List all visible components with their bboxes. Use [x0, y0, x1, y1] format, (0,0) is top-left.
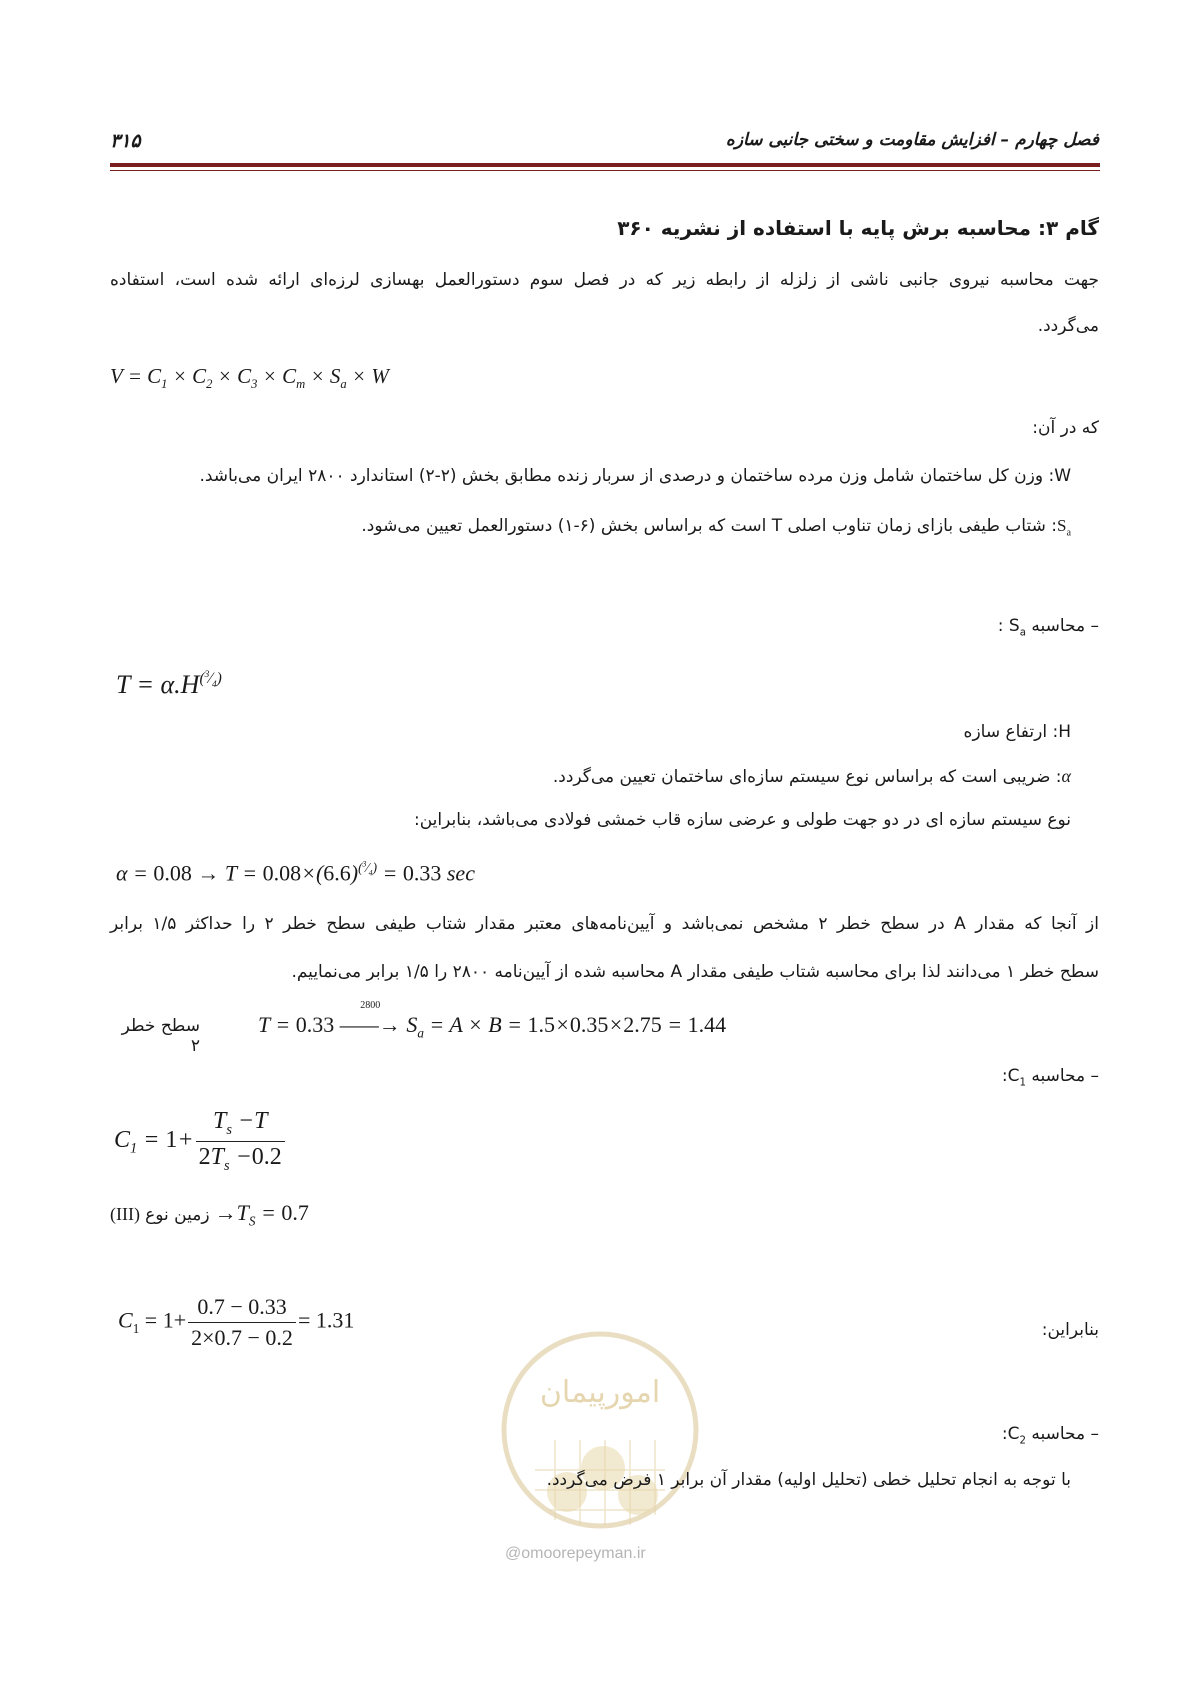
soil-type-line — [110, 1200, 309, 1229]
c2-text: با توجه به انجام تحلیل خطی (تحلیل اولیه) مقدار آن برابر ۱ فرض می‌گردد. — [546, 1470, 1071, 1490]
calc-sa-heading: – محاسبه $S_a$ : — [997, 616, 1099, 639]
watermark-site: @omoorepeyman.ir — [505, 1545, 646, 1562]
sa-symbol: $S_a$ — [1057, 516, 1071, 539]
hazard-paragraph-line-2: سطح خطر ۱ می‌دانند لذا برای محاسبه شتاب طیفی مقدار A محاسبه شده از آیین‌نامه ۲۸۰۰ را ۱/۵ برابر می‌نماییم. — [291, 962, 1099, 982]
calc-c2-heading: – محاسبه $C_2$: — [1001, 1424, 1099, 1447]
definition-w: W: وزن کل ساختمان شامل وزن مرده ساختمان و درصدی از سربار زنده مطابق بخش (۲-۲) استاندارد ۲۸۰۰ ایران می‌باشد. — [199, 466, 1071, 486]
base-shear-formula: $V = C_1 \times C_2 \times C_3 \times C_m \times S_a \times W$ — [110, 364, 389, 392]
spectral-acceleration-calculation: T = 0.33 2800 ——→ $S_a = A \times B = 1.5\times 0.35\times 2.75 = 1.44$ — [258, 1000, 727, 1041]
chapter-title: فصل چهارم – افزایش مقاومت و سختی جانبی سازه — [725, 130, 1099, 150]
watermark-logo — [495, 1320, 705, 1535]
hazard-paragraph-line-1: از آنجا که مقدار A در سطح خطر ۲ مشخص نمی‌باشد و آیین‌نامه‌های معتبر مقدار شتاب طیفی سطح خطر ۲ را حداکثر ۱/۵ برابر — [110, 914, 1099, 934]
alpha-symbol: α — [1061, 766, 1071, 786]
therefore-label: بنابراین: — [1041, 1320, 1099, 1340]
calc-c1-heading: – محاسبه $C_1$: — [1001, 1066, 1099, 1089]
c1-calculation: $C_1 = 1+$ $\frac{0.7 - 0.33}{2\times 0.7 - 0.2}$ = 1.31 — [118, 1294, 355, 1350]
definition-alpha: α: ضریبی است که براساس نوع سیستم سازه‌ای ساختمان تعیین می‌گردد. — [552, 766, 1071, 787]
where-label: که در آن: — [1032, 418, 1099, 438]
step-title: گام ۳: محاسبه برش پایه با استفاده از نشریه ۳۶۰ — [617, 216, 1099, 240]
soil-type-label: زمین نوع — [145, 1205, 210, 1225]
header-rule-thin — [110, 170, 1100, 171]
ts-value-expression: $\to T_S = 0.7$ — [214, 1200, 309, 1229]
period-formula: $T = \alpha.H^{(^3⁄_4)}$ — [116, 670, 222, 699]
definition-h: H: ارتفاع سازه — [963, 722, 1071, 742]
hazard-level-label: سطح خطر ۲ — [121, 1016, 200, 1056]
c1-formula: $C_1 = 1+$ $\frac{T_s -T}{2T_s -0.2}$ — [114, 1108, 287, 1175]
page-number: ۳۱۵ — [110, 130, 141, 152]
intro-line-2: می‌گردد. — [1037, 316, 1099, 336]
arrow-2800: 2800 ——→ — [339, 1000, 401, 1037]
period-calculation: $\alpha = 0.08 \to T = 0.08\times(6.6)^{(^3⁄_4)} = 0.33$ sec — [116, 860, 475, 886]
system-type-text: نوع سیستم سازه ای در دو جهت طولی و عرضی سازه قاب خمشی فولادی می‌باشد، بنابراین: — [414, 810, 1071, 830]
intro-line-1: جهت محاسبه نیروی جانبی ناشی از زلزله از رابطه زیر که در فصل سوم دستورالعمل بهسازی لرزه‌ای ارائه شده است، استفاده — [110, 270, 1099, 290]
soil-type-value: (III) — [110, 1204, 140, 1224]
definition-sa: $S_a$: شتاب طیفی بازای زمان تناوب اصلی T است که براساس بخش (۶-۱) دستورالعمل تعیین می‌شود. — [361, 516, 1071, 539]
watermark-logo-text: امورپیمان — [539, 1375, 661, 1410]
header-rule — [110, 163, 1100, 167]
